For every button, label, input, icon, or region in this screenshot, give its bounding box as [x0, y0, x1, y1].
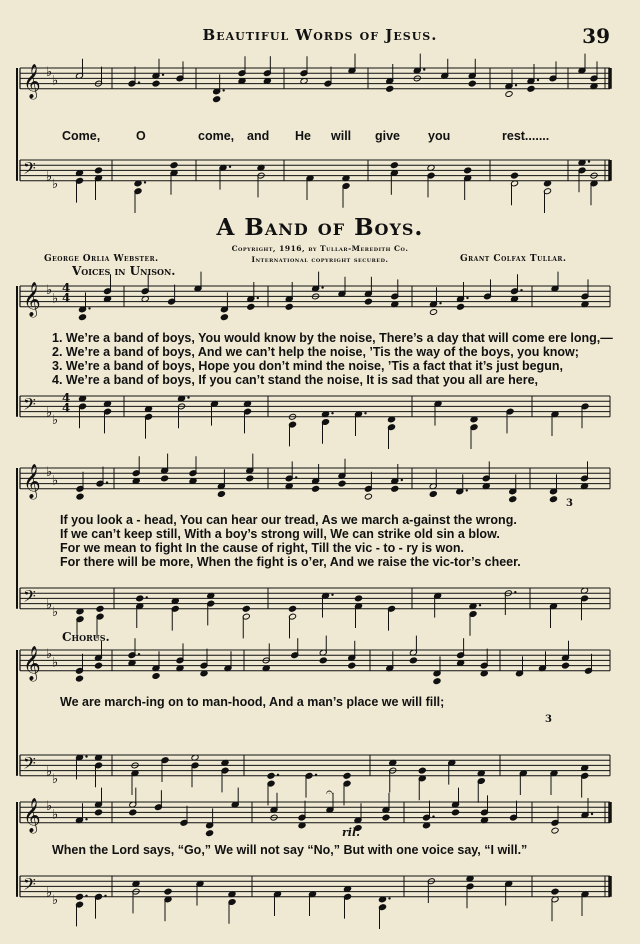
- notehead: [429, 491, 437, 498]
- treble-clef: 𝄞: [23, 63, 41, 99]
- fermata-sign: 𝄐: [326, 785, 333, 799]
- dot: [520, 289, 522, 291]
- dot: [162, 74, 164, 76]
- notehead: [94, 167, 102, 174]
- dot: [88, 307, 90, 309]
- lyric-word: you: [428, 129, 451, 143]
- dot: [321, 286, 323, 288]
- dot: [588, 160, 590, 162]
- time-signature: 4: [62, 281, 71, 295]
- notehead: [164, 888, 172, 895]
- lyric-word: He: [295, 129, 311, 143]
- chorus-label: Chorus.: [62, 630, 110, 644]
- dot: [439, 302, 441, 304]
- notehead: [468, 80, 476, 87]
- ritardando-mark: ril.: [342, 826, 360, 839]
- running-head: Beautiful Words of Jesus.: [202, 26, 438, 44]
- triplet-mark: 3: [566, 498, 573, 509]
- notehead: [319, 657, 327, 664]
- notehead: [391, 485, 399, 492]
- copyright-line: Copyright, 1916, by Tullar-Meredith Co.: [231, 244, 409, 253]
- notehead: [433, 678, 441, 685]
- dot: [315, 774, 317, 776]
- flat-sign: ♭: [52, 772, 59, 787]
- flat-sign: ♭: [46, 65, 53, 80]
- notehead: [343, 772, 351, 779]
- triplet-mark: 3: [545, 714, 552, 725]
- notehead: [549, 496, 557, 503]
- voice-direction: Voices in Unison.: [72, 264, 176, 278]
- notehead: [152, 673, 160, 680]
- verse-line: If you look a - head, You can hear our tread, As we march a-gainst the wrong.: [60, 513, 517, 527]
- notehead: [220, 314, 228, 321]
- notehead: [409, 657, 417, 664]
- dot: [479, 604, 481, 606]
- notehead: [152, 80, 160, 87]
- bass-clef: 𝄢: [23, 394, 36, 418]
- lyric-word: will: [331, 129, 352, 143]
- time-signature: 4: [62, 401, 71, 415]
- lyric-word: Come,: [62, 129, 101, 143]
- notehead: [418, 767, 426, 774]
- flat-sign: ♭: [46, 597, 53, 613]
- treble-clef: 𝄞: [23, 281, 41, 317]
- dot: [277, 774, 279, 776]
- verse-line: 1. We’re a band of boys, You would know by the noise, There’s a day that will come ere long,—: [52, 331, 613, 345]
- notehead: [338, 480, 346, 487]
- notehead: [129, 809, 137, 816]
- notehead: [94, 662, 102, 669]
- dot: [138, 653, 140, 655]
- verse-line: 2. We’re a band of boys, And we can’t help the noise, ’Tis the way of the boys, you know;: [52, 345, 579, 359]
- lyric-word: give: [375, 129, 401, 143]
- copyright-line: International copyright secured.: [251, 255, 389, 264]
- dot: [295, 476, 297, 478]
- flat-sign: ♭: [52, 807, 59, 823]
- dot: [331, 412, 333, 414]
- notehead: [217, 491, 225, 498]
- notehead: [348, 662, 356, 669]
- notehead: [527, 85, 535, 92]
- notehead: [354, 595, 362, 602]
- dot: [146, 596, 148, 598]
- song-title: A Band of Boys.: [216, 214, 424, 241]
- chorus-line: We are march-ing on to man-hood, And a man’s place we will fill;: [60, 695, 445, 709]
- dot: [364, 412, 366, 414]
- notehead: [386, 85, 394, 92]
- treble-clef: 𝄞: [23, 645, 41, 681]
- verse-line: 3. We’re a band of boys, Hope you don’t mind the noise, ’Tis a fact that it’s just begun,: [52, 359, 563, 373]
- dot: [104, 895, 106, 897]
- notehead: [247, 303, 255, 310]
- dot: [466, 297, 468, 299]
- time-signature: 4: [62, 291, 71, 305]
- notehead: [312, 485, 320, 492]
- notehead: [288, 605, 296, 612]
- dot: [401, 479, 403, 481]
- notehead: [94, 809, 102, 816]
- lyric-word: come,: [198, 129, 235, 143]
- flat-sign: ♭: [52, 291, 59, 307]
- flat-sign: ♭: [52, 605, 59, 620]
- notehead: [509, 496, 517, 503]
- dot: [537, 79, 539, 81]
- flat-sign: ♭: [52, 655, 59, 671]
- dot: [514, 591, 516, 593]
- verse-line: 4. We’re a band of boys, If you can’t stand the noise, It is sad that you all are here,: [52, 373, 538, 387]
- notehead: [267, 772, 275, 779]
- notehead: [78, 314, 86, 321]
- notehead: [456, 303, 464, 310]
- notehead: [246, 475, 254, 482]
- flat-sign: ♭: [46, 465, 53, 480]
- dot: [591, 813, 593, 815]
- notehead: [505, 91, 513, 98]
- flat-sign: ♭: [52, 893, 59, 908]
- verse-line: For there will be more, When the fight is o’er, And we raise the vic-tor’s cheer.: [60, 555, 521, 569]
- notehead: [285, 303, 293, 310]
- dot: [85, 755, 87, 757]
- flat-sign: ♭: [46, 764, 53, 780]
- bass-clef: 𝄢: [23, 874, 36, 898]
- notehead: [161, 475, 169, 482]
- flat-sign: ♭: [46, 283, 53, 298]
- notehead: [551, 827, 559, 834]
- treble-clef: 𝄞: [23, 463, 41, 499]
- notehead: [75, 675, 83, 682]
- notehead: [464, 167, 472, 174]
- dot: [515, 84, 517, 86]
- dot: [423, 68, 425, 70]
- notehead: [364, 298, 372, 305]
- notehead: [136, 595, 144, 602]
- bass-clef: 𝄢: [23, 753, 36, 777]
- treble-clef: 𝄞: [23, 797, 41, 833]
- notehead: [213, 96, 221, 103]
- notehead: [429, 309, 437, 316]
- flat-sign: ♭: [46, 647, 53, 662]
- dot: [432, 815, 434, 817]
- lyric-word: O: [136, 129, 146, 143]
- lyric-word: rest.......: [502, 129, 550, 143]
- notehead: [76, 493, 84, 500]
- flat-sign: ♭: [52, 73, 59, 89]
- copyright-notice: [0, 243, 640, 265]
- notehead: [96, 605, 104, 612]
- dot: [138, 81, 140, 83]
- verse-line: For we mean to fight In the cause of right, Till the vic - to - ry is won.: [60, 541, 464, 555]
- notehead: [170, 162, 178, 169]
- flat-sign: ♭: [52, 473, 59, 489]
- dot: [85, 818, 87, 820]
- dot: [106, 481, 108, 483]
- dot: [144, 181, 146, 183]
- dot: [388, 897, 390, 899]
- dot: [331, 594, 333, 596]
- lyricist-credit: George Orlia Webster.: [44, 254, 159, 264]
- notehead: [75, 893, 83, 900]
- notehead: [561, 662, 569, 669]
- notehead: [382, 814, 390, 821]
- notehead: [206, 830, 214, 837]
- flat-sign: ♭: [52, 413, 59, 428]
- bass-clef: 𝄢: [23, 586, 36, 610]
- dot: [187, 396, 189, 398]
- flat-sign: ♭: [46, 405, 53, 421]
- flat-sign: ♭: [46, 799, 53, 814]
- dot: [257, 297, 259, 299]
- flat-sign: ♭: [52, 177, 59, 192]
- bass-clef: 𝄢: [23, 158, 36, 182]
- notehead: [551, 888, 559, 895]
- dot: [222, 89, 224, 91]
- notehead: [451, 809, 459, 816]
- notehead: [390, 162, 398, 169]
- page-number: 39: [582, 24, 610, 48]
- flat-sign: ♭: [46, 169, 53, 185]
- chorus-line: When the Lord says, “Go,” We will not say “No,” But with one voice say, “I will.”: [52, 843, 528, 857]
- dot: [85, 895, 87, 897]
- notehead: [364, 493, 372, 500]
- time-signature: 4: [62, 391, 71, 405]
- composer-credit: Grant Colfax Tullar.: [460, 254, 567, 264]
- dot: [229, 166, 231, 168]
- flat-sign: ♭: [46, 885, 53, 901]
- lyric-word: and: [247, 129, 270, 143]
- verse-line: If we can’t keep still, With a boy’s strong will, We can strike old sin a blow.: [60, 527, 500, 541]
- notehead: [510, 172, 518, 179]
- notehead: [242, 605, 250, 612]
- dot: [466, 489, 468, 491]
